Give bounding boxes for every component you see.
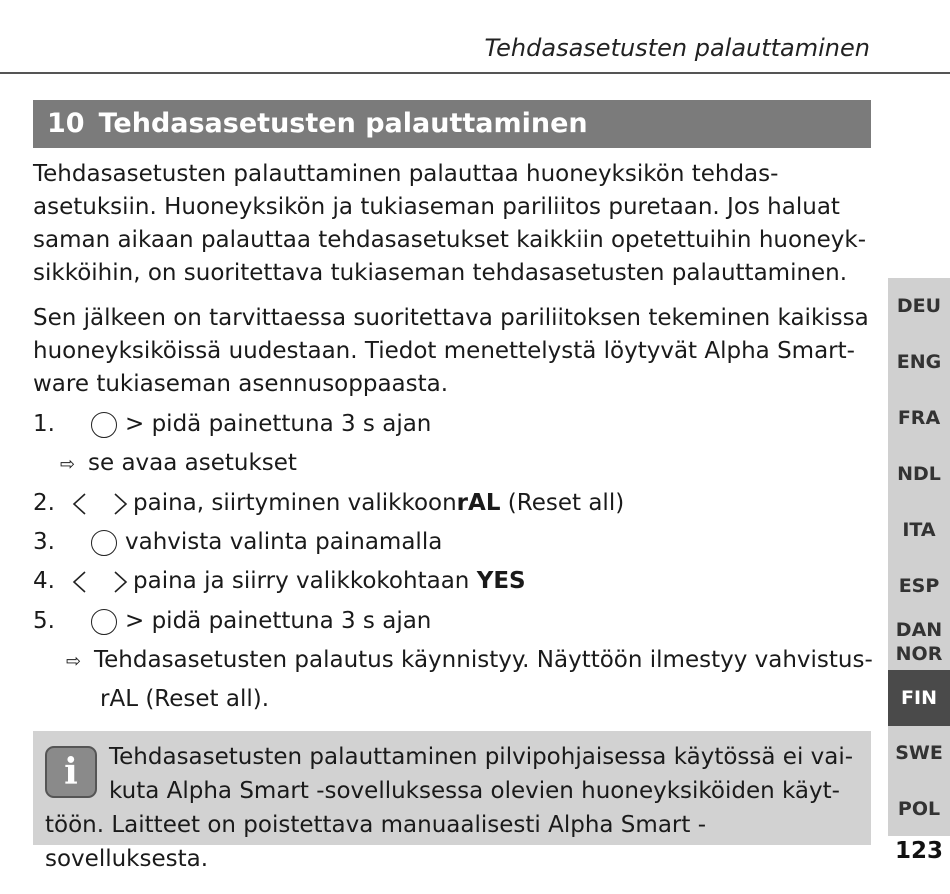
step-number: 4. [33,568,55,594]
step-text: > pidä painettuna 3 s ajan [125,411,432,437]
lang-tab-fra: FRA [897,407,941,429]
step-number: 2. [33,490,55,516]
running-header: Tehdasasetusten palauttaminen [484,34,870,62]
page-number: 123 [894,838,943,864]
lang-tab-ita: ITA [902,519,936,541]
step-text: > pidä painettuna 3 s ajan [125,608,432,634]
lang-tab-eng: ENG [896,351,942,373]
left-right-arrows-icon [69,567,129,597]
info-text: Tehdasasetusten palauttaminen pilvipohjaisessa käytössä ei vai-kuta Alpha Smart -sovelluksessa olevien huoneyksiköiden käyt-töön. Laitteet on poistettava manuaalisesti Alpha Smart -sovelluksesta. [45,744,854,872]
lang-tab-fin: FIN [888,670,950,726]
result-text: se avaa asetukset [88,450,297,476]
circle-button-icon [91,530,117,556]
step-text: paina ja siirry valikkokohtaan [133,568,477,594]
step-5 [33,606,431,636]
step-text: vahvista valinta painamalla [125,529,443,555]
section-number: 10 [47,108,85,139]
lang-tab-swe: SWE [895,742,943,764]
step-1-result [60,448,297,480]
section-title: Tehdasasetusten palauttaminen [98,108,588,139]
circle-button-icon [91,412,117,438]
left-right-arrows-icon [69,489,129,519]
option-yes: YES [476,568,526,594]
step-text: paina, siirtyminen valikkoon [133,490,457,516]
intro-paragraph: Tehdasasetusten palauttaminen palauttaa huoneyksikön tehdas-asetuksiin. Huoneyksikön ja tukiaseman pariliitos puretaan. Jos haluat saman aikaan palauttaa tehdasasetukset kaikkiin opetettuihin huoneyk-sikköihin, on suoritettava tukiaseman tehdasasetusten palauttaminen. [33,161,866,286]
circle-button-icon [91,609,117,635]
step-number: 3. [33,529,55,555]
step-4 [33,566,526,597]
lang-tab-esp: ESP [898,575,940,597]
lang-tab-pol: POL [897,798,941,820]
header-divider [0,72,950,74]
lang-tab-nor: NOR [895,643,943,665]
section-heading [33,100,871,148]
result-text: Tehdasasetusten palautus käynnistyy. Näyttöön ilmestyy vahvistus- [94,647,873,673]
lang-tab-dan: DAN [895,619,943,641]
info-note [33,731,871,872]
step-suffix: (Reset all) [500,490,625,516]
step-1 [33,409,431,439]
step-2 [33,488,624,519]
menu-code: rAL [456,490,501,516]
result-arrow-icon: ⇨ [66,651,82,672]
step-5-result [66,645,873,677]
pairing-paragraph: Sen jälkeen on tarvittaessa suoritettava pariliitoksen tekeminen kaikissa huoneyksiköissä uudestaan. Tiedot menettelystä löytyvät Alpha Smart-ware tukiaseman asennusoppaasta. [33,305,869,397]
lang-tab-ndl: NDL [897,463,941,485]
step-number: 1. [33,411,55,437]
result-text-continued: rAL (Reset all). [100,686,270,712]
info-icon: i [45,746,97,798]
step-5-result-continued [100,684,269,714]
step-3 [33,527,442,557]
step-number: 5. [33,608,55,634]
lang-tab-deu: DEU [896,295,942,317]
result-arrow-icon: ⇨ [60,454,76,475]
